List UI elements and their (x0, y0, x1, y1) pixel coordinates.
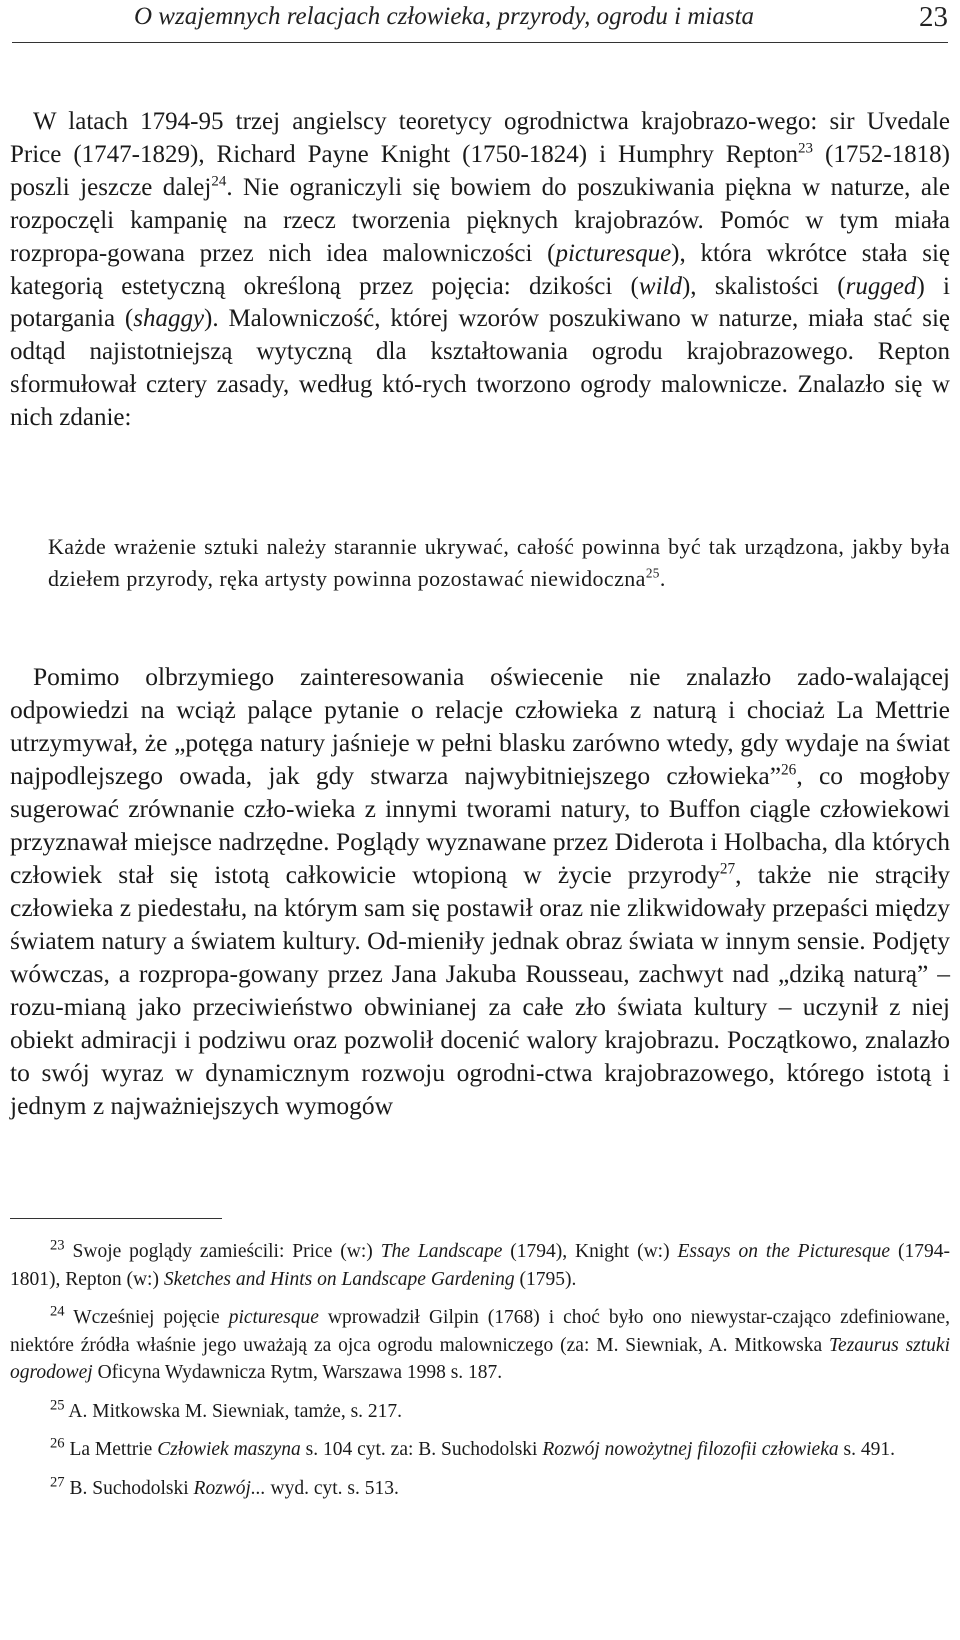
page-number: 23 (919, 1, 948, 33)
footnote-ref-23: 23 (798, 140, 814, 157)
footnote-ref-26: 26 (781, 761, 797, 779)
footnote-ref-25: 25 (645, 565, 660, 581)
footnotes (10, 1238, 950, 1513)
footnote-24: $^{24}$ Wcześniej pojęcie picturesque wprowadził Gilpin (1768) i choć było ono niewystar-czająco zdefiniowane, niektóre źródła właśnie jego uważają za ojca ogrodu malowniczego (za: M. Siewniak, A. Mitkowska Tezaurus sztuki ogrodowej Oficyna Wydawnicza Rytm, Warszawa 1998 s. 187. (10, 1303, 950, 1383)
footnote-23: $^{23}$ Swoje poglądy zamieścili: Price (w:) The Landscape (1794), Knight (w:) Essays on the Picturesque (1794-1801), Repton (w:) Sketches and Hints on Landscape Gardening (1795). (10, 1237, 950, 1290)
body-paragraph-1: W latach 1794-95 trzej angielscy teoretycy ogrodnictwa krajobrazo-wego: sir Uvedale Price (1747-1829), Richard Payne Knight (1750-1824) i Humphry Repton$^{23}$ (1752-1818) poszli jeszcze dalej$^{24}$. Nie ograniczyli się bowiem do poszukiwania piękna w naturze, ale rozpoczęli kampanię na rzecz tworzenia pięknych krajobrazów. Pomóc w tym miała rozpropa-gowana przez nich idea malowniczości (picturesque), która wkrótce stała się kategorią estetyczną określoną przez pojęcia: dzikości (wild), skalistości (rugged) i potargania (shaggy). Malowniczość, której wzorów poszukiwano w naturze, miała stać się odtąd najistotniejszą wytyczną dla kształtowania ogrodu krajobrazowego. Repton sformułował cztery zasady, według któ-rych tworzono ogrody malownicze. Znalazło się w nich zdanie: (10, 108, 950, 432)
body-paragraph-2: Pomimo olbrzymiego zainteresowania oświecenie nie znalazło zado-walającej odpowiedzi na wciąż palące pytanie o relacje człowieka z naturą i chociaż La Mettrie utrzymywał, że „potęga natury jaśnieje w pełni blasku zarówno wtedy, gdy wydaje na świat najpodlejszego owada, jak gdy stwarza najwybitniejszego człowieka”$^{26}$, co mogłoby sugerować zrównanie czło-wieka z innymi tworami natury, to Buffon ciągle człowiekowi przyznawał miejsce nadrzędne. Poglądy wyznawane przez Diderota i Holbacha, dla których człowiek stał się istotą całkowicie wtopioną w życie przyrody$^{27}$, także nie strąciły człowieka z piedestału, na którym sam się postawił oraz nie zlikwidowały przepaści między światem natury a światem kultury. Od-mieniły jednak obraz świata w innym sensie. Podjęty wówczas, a rozpropa-gowany przez Jana Jakuba Rousseau, zachwyt nad „dziką naturą” – rozu-mianą jako przeciwieństwo obwinianej za całe zło świata kultury – uczynił z niej obiekt admiracji i podziwu oraz pozwolił docenić walory krajobrazu. Początkowo, znalazło to swój wyraz w dynamicznym rozwoju ogrodni-ctwa krajobrazowego, którego istotą i jednym z najważniejszych wymogów (10, 662, 951, 1120)
footnote-27: $^{27}$ B. Suchodolski Rozwój... wyd. cyt. s. 513. (50, 1474, 399, 1499)
footnote-ref-24: 24 (211, 173, 227, 190)
footnote-25: $^{25}$ A. Mitkowska M. Siewniak, tamże, s. 217. (50, 1397, 403, 1422)
running-title: O wzajemnych relacjach człowieka, przyrody, ogrodu i miasta (134, 3, 755, 30)
footnote-separator (10, 1218, 222, 1219)
footnote-ref-27: 27 (719, 860, 736, 878)
page-header (12, 0, 948, 43)
footnote-26: $^{26}$ La Mettrie Człowiek maszyna s. 104 cyt. za: B. Suchodolski Rozwój nowożytnej filozofii człowieka s. 491. (50, 1435, 895, 1460)
block-quote: Każde wrażenie sztuki należy starannie ukrywać, całość powinna być tak urządzona, jakby była dziełem przyrody, ręka artysty powinna pozostawać niewidoczna$^{25}$. (48, 534, 950, 591)
